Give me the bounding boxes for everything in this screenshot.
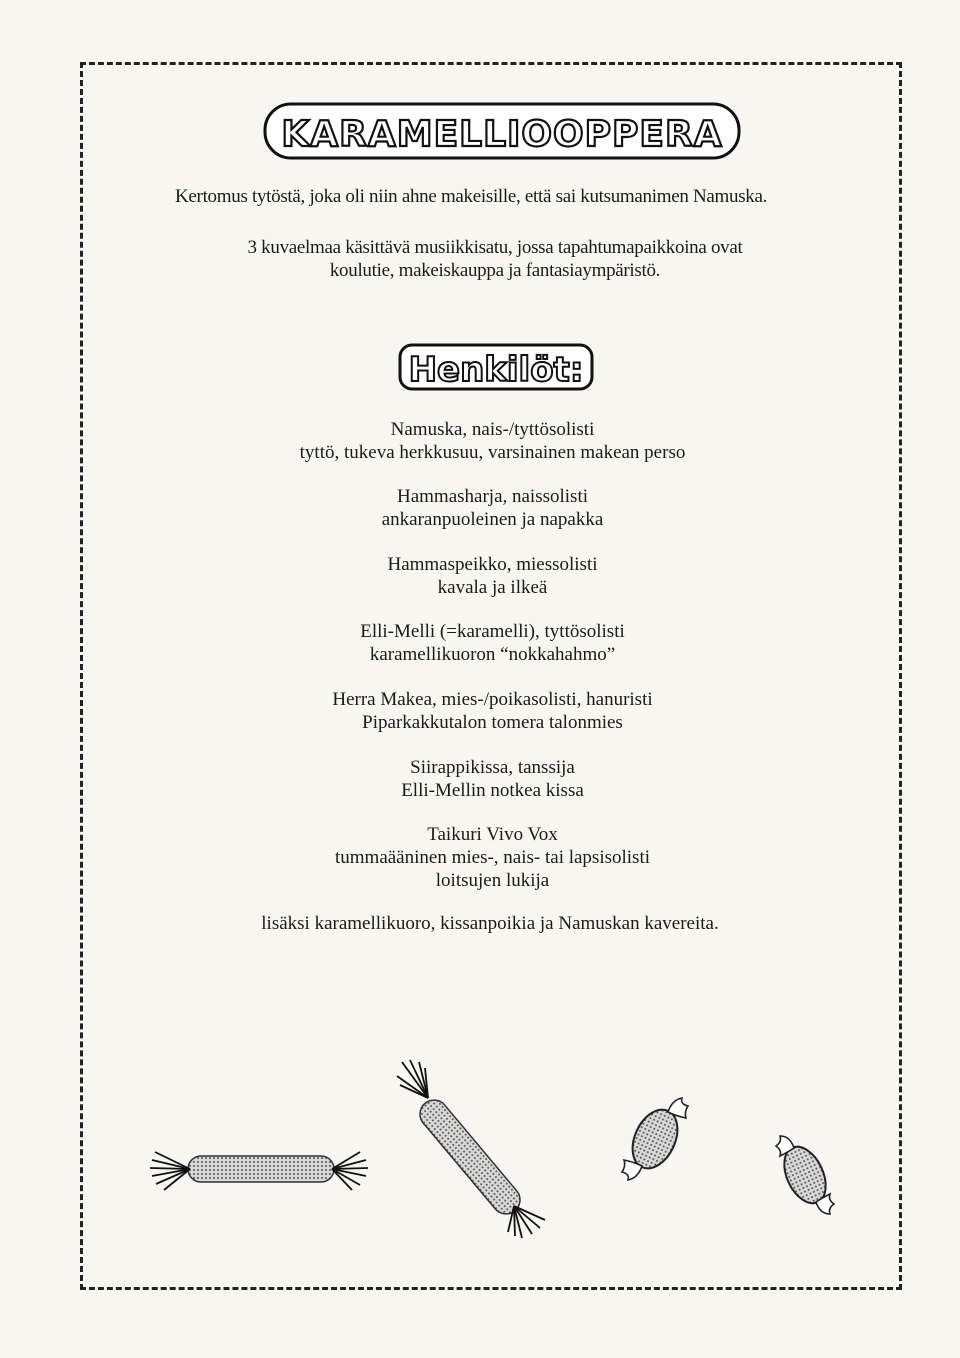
section-title: [398, 342, 594, 392]
character-entry: [0, 485, 960, 531]
section-title-text: Henkilöt:: [408, 350, 584, 390]
intro-line-3: koulutie, makeiskauppa ja fantasiaympäristö.: [329, 260, 661, 281]
character-name: Hammasharja, naissolisti: [396, 486, 589, 507]
page-title: [263, 100, 741, 162]
character-entry: [0, 688, 960, 734]
title-text: KARAMELLIOOPPERA: [281, 114, 723, 155]
character-description: Elli-Mellin notkea kissa: [401, 780, 584, 801]
character-name: Elli-Melli (=karamelli), tyttösolisti: [360, 621, 625, 642]
character-entry: [0, 823, 960, 892]
character-description: ankaranpuoleinen ja napakka: [381, 509, 604, 530]
section-title-banner: [398, 342, 594, 392]
intro-line-1: Kertomus tytöstä, joka oli niin ahne makeisille, että sai kutsumanimen Namuska.: [175, 186, 768, 207]
character-description: Piparkakkutalon tomera talonmies: [362, 712, 623, 733]
character-description: loitsujen lukija: [435, 870, 550, 891]
character-entry: [0, 620, 960, 666]
title-banner: [263, 100, 741, 162]
character-name: Taikuri Vivo Vox: [427, 824, 558, 845]
intro-line-2: 3 kuvaelmaa käsittävä musiikkisatu, jossa tapahtumapaikkoina ovat: [247, 237, 743, 258]
character-entry: [0, 553, 960, 599]
character-name: Namuska, nais-/tyttösolisti: [390, 419, 595, 440]
extra-cast-line: lisäksi karamellikuoro, kissanpoikia ja Namuskan kavereita.: [261, 913, 719, 934]
character-name: Hammaspeikko, miessolisti: [387, 554, 598, 575]
character-entry: [0, 418, 960, 464]
intro-lines: [215, 236, 775, 282]
character-description: karamellikuoron “nokkahahmo”: [369, 644, 616, 665]
character-description: tummaääninen mies-, nais- tai lapsisolisti: [334, 847, 651, 868]
character-description: kavala ja ilkeä: [437, 577, 548, 598]
character-description: tyttö, tukeva herkkusuu, varsinainen makean perso: [299, 442, 686, 463]
character-name: Herra Makea, mies-/poikasolisti, hanuristi: [332, 689, 653, 710]
character-name: Siirappikissa, tanssija: [410, 757, 575, 778]
character-entry: [0, 756, 960, 802]
